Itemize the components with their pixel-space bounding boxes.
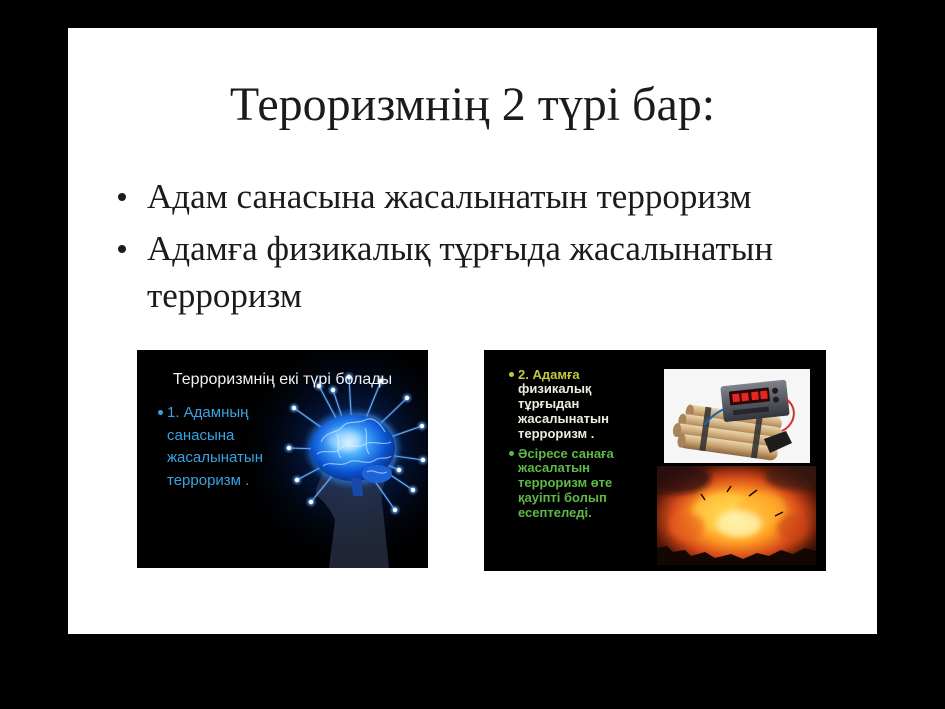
text-line: физикалық — [518, 381, 592, 397]
bomb-icon — [664, 369, 810, 463]
image-bullet-text — [167, 402, 263, 492]
neuron-node — [421, 458, 425, 462]
neuron-node — [405, 396, 409, 400]
brain-part — [362, 465, 392, 483]
text-line: жасалынатын — [167, 449, 263, 466]
bullet-marker — [509, 372, 514, 377]
text-line: санасына — [167, 426, 235, 444]
text-line: есептеледі. — [518, 504, 592, 520]
timer-device-part — [760, 391, 768, 400]
bullet-marker — [509, 451, 514, 456]
neuron-node — [397, 468, 401, 472]
neuron-node — [292, 406, 296, 410]
flames-and-smoke-part — [717, 511, 761, 537]
bullet-text: Адам санасына жасалынатын терроризм — [147, 177, 752, 216]
text-line: терроризм . — [167, 471, 250, 489]
neuron-node — [411, 488, 415, 492]
bullet-marker — [118, 245, 126, 253]
timer-device — [720, 380, 789, 423]
timer-device-part — [741, 393, 749, 402]
bullet-item — [147, 173, 867, 220]
brain-slide-image — [137, 350, 428, 568]
text-line: тұрғыдан — [518, 396, 580, 412]
text-line: 1. Адамның — [167, 404, 249, 421]
timer-device-part — [751, 392, 759, 401]
image-bullet-text — [518, 368, 609, 442]
neuron-node — [287, 446, 291, 450]
image-bullet-text — [518, 447, 614, 521]
bullet-marker — [158, 410, 163, 415]
text-line: қауіпті болып — [518, 489, 607, 505]
neuron-node — [393, 508, 397, 512]
text-line: терроризм өте — [518, 475, 613, 491]
bullet-list — [147, 173, 867, 324]
text-line: Әсіресе санаға — [518, 445, 614, 461]
text-line: жасалынатын — [518, 410, 609, 426]
neuron-node — [309, 500, 313, 504]
flames-and-smoke-part — [669, 512, 705, 540]
bullet-item — [147, 225, 867, 319]
explosion-icon — [657, 466, 816, 565]
bullet-text: Адамға физикалық тұрғыда жасалынатын терроризм — [147, 229, 774, 315]
brain-part — [327, 429, 363, 451]
brain-part — [351, 478, 363, 496]
neuron-node — [420, 424, 424, 428]
image-title: Терроризмнің екі түрі болады — [172, 371, 393, 388]
bullet-marker — [118, 193, 126, 201]
text-line: 2. Адамға — [518, 366, 580, 382]
flames-and-smoke-part — [777, 514, 809, 542]
bomb-slide-image — [484, 350, 826, 571]
text-line: жасалатын — [518, 460, 591, 476]
text-line: терроризм . — [518, 425, 595, 441]
slide-title: Тероризмнің 2 түрі бар: — [229, 78, 716, 131]
timer-device-part — [732, 394, 740, 403]
neuron-node — [295, 478, 299, 482]
presentation-slide — [68, 28, 877, 634]
